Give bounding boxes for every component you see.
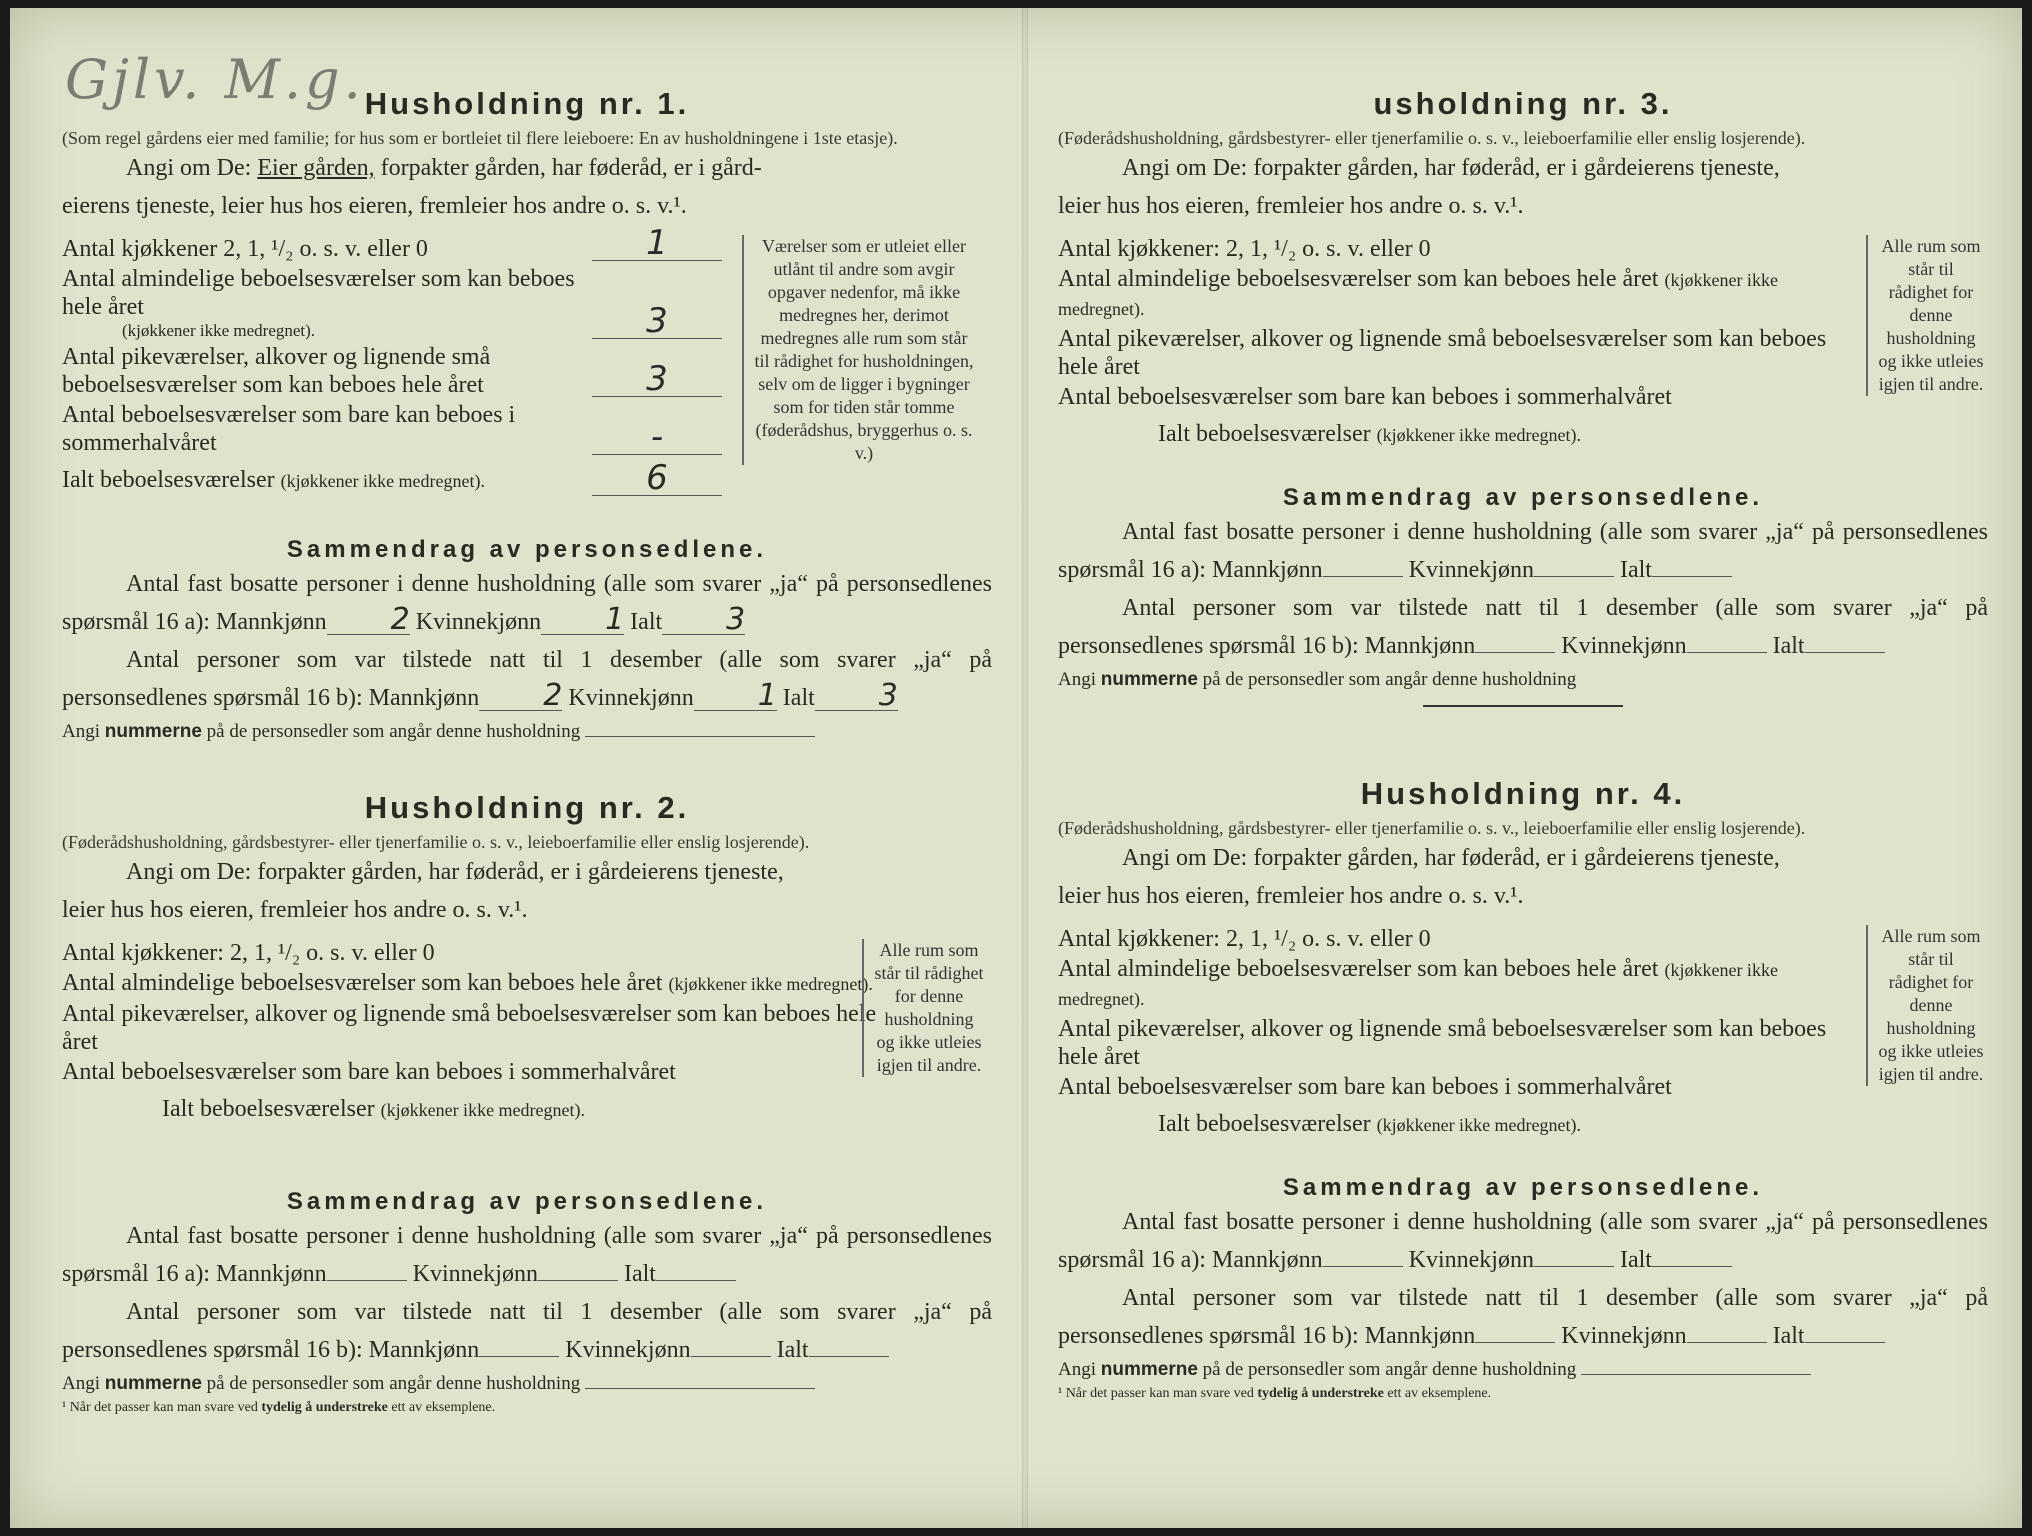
household-3-title: usholdning nr. 3.	[1373, 86, 1673, 121]
ialt-label: Ialt	[1772, 1323, 1805, 1349]
mann-label: Mannkjønn	[215, 1261, 327, 1287]
b-kvinne-blank	[691, 1336, 771, 1357]
household-1	[62, 86, 992, 747]
numbers-post: på de personsedler som angår denne husholdning	[206, 721, 581, 742]
rooms-a-row	[1058, 265, 1858, 323]
a-mann-blank	[1323, 1246, 1403, 1267]
household-3-angi-line1	[1058, 149, 1988, 187]
rooms-b-row: Antal pikeværelser, alkover og lignende små beboelsesværelser som kan beboes hele året	[62, 1001, 877, 1055]
ialt-label: Ialt	[1619, 557, 1652, 583]
kvinne-label: Kvinnekjønn	[415, 609, 542, 635]
household-3-summary-b	[1058, 589, 1988, 665]
total-sub: (kjøkkener ikke medregnet).	[1376, 425, 1582, 445]
household-3-numbers-line	[1058, 665, 1988, 695]
mann-label: Mannkjønn	[1364, 633, 1476, 659]
household-2-room-grid	[62, 939, 992, 1177]
angi-options: forpakter gården, har føderåd, er i gård-	[380, 155, 762, 181]
rooms-a-label: Antal almindelige beboelsesværelser som kan beboes hele året	[62, 266, 575, 320]
ialt-label: Ialt	[630, 609, 663, 635]
a-ialt-blank	[656, 1260, 736, 1281]
handwritten-annotation: Gjlv. M.g.	[65, 48, 365, 111]
household-2-title: Husholdning nr. 2.	[364, 790, 690, 825]
a-ialt-blank	[1652, 556, 1732, 577]
total-label: Ialt beboelsesværelser	[162, 1096, 375, 1122]
angi-options: forpakter gården, har føderåd, er i gårdeierens tjeneste,	[257, 859, 784, 885]
rooms-a-label: Antal almindelige beboelsesværelser som kan beboes hele året	[62, 970, 663, 996]
household-1-title: Husholdning nr. 1.	[364, 86, 690, 121]
household-4-summary-a	[1058, 1203, 1988, 1279]
household-3-summary-a	[1058, 513, 1988, 589]
angi-options: forpakter gården, har føderåd, er i gårdeierens tjeneste,	[1253, 155, 1780, 181]
rooms-a-answer: 3	[592, 304, 722, 339]
household-4-summary-title: Sammendrag av personsedlene.	[1282, 1174, 1764, 1201]
rooms-a-label: Antal almindelige beboelsesværelser som kan beboes hele året	[1058, 266, 1659, 292]
a-kvinne-blank	[538, 1260, 618, 1281]
household-1-summary-title: Sammendrag av personsedlene.	[286, 536, 768, 563]
angi-options: forpakter gården, har føderåd, er i gårdeierens tjeneste,	[1253, 845, 1780, 871]
numbers-post: på de personsedler som angår denne husholdning	[1202, 1359, 1577, 1380]
household-4-room-grid	[1058, 925, 1988, 1163]
total-label: Ialt beboelsesværelser	[1158, 421, 1371, 447]
rooms-c-label: Antal beboelsesværelser som bare kan beboes i sommerhalvåret	[62, 402, 516, 456]
b-mann-answer: 2	[479, 682, 562, 711]
numbers-post: på de personsedler som angår denne husholdning	[1202, 669, 1577, 690]
footnote-right	[1058, 1385, 1988, 1403]
room-rows	[62, 939, 882, 1127]
ialt-label: Ialt	[782, 685, 815, 711]
kvinne-label: Kvinnekjønn	[568, 685, 694, 711]
total-row	[62, 1092, 822, 1127]
rooms-b-row: Antal pikeværelser, alkover og lignende små beboelsesværelser som kan beboes hele året	[1058, 1016, 1827, 1070]
kvinne-label: Kvinnekjønn	[1561, 1323, 1687, 1349]
rooms-b-answer: 3	[592, 362, 722, 397]
ialt-label: Ialt	[776, 1337, 809, 1363]
household-4-note: (Føderådshusholdning, gårdsbestyrer- eller tjenerfamilie o. s. v., leieboerfamilie eller enslig losjerende).	[1058, 818, 1806, 838]
numbers-pre: Angi	[62, 721, 100, 742]
total-answer: 6	[592, 461, 722, 496]
numbers-bold: nummerne	[104, 721, 202, 742]
angi-underlined-answer: Eier gården,	[257, 155, 375, 181]
household-4-angi-line1	[1058, 839, 1988, 877]
kvinne-label: Kvinnekjønn	[1408, 557, 1534, 583]
rooms-c-row: Antal beboelsesværelser som bare kan beboes i sommerhalvåret	[62, 1059, 676, 1085]
household-1-summary-b	[62, 641, 992, 717]
household-2-side-note: Alle rum som står til rådighet for denne husholdning og ikke utleies igjen til andre.	[862, 939, 984, 1077]
numbers-bold: nummerne	[104, 1373, 202, 1394]
household-2-numbers-line	[62, 1369, 992, 1399]
b-kvinne-blank	[1687, 1322, 1767, 1343]
household-2-angi-line1	[62, 853, 992, 891]
summary-b-text: Antal personer som var tilstede natt til 1 desember (alle som svarer „ja“ på personsedlenes spørsmål 16 b):	[1058, 1285, 1988, 1349]
angi-label: Angi om De:	[126, 859, 252, 885]
household-4-summary-b	[1058, 1279, 1988, 1355]
kitchens-row: Antal kjøkkener: 2, 1, ¹/₂ o. s. v. eller 0	[1058, 926, 1431, 952]
section-divider	[1423, 705, 1623, 707]
right-column	[1058, 8, 1988, 1528]
a-ialt-answer: 3	[662, 606, 745, 635]
census-sheet	[10, 8, 2022, 1528]
footnote-pre: ¹ Når det passer kan man svare ved	[1058, 1386, 1254, 1401]
rooms-c-row: Antal beboelsesværelser som bare kan beboes i sommerhalvåret	[1058, 1074, 1672, 1100]
household-4-numbers-line	[1058, 1355, 1988, 1385]
total-row	[1058, 417, 1818, 452]
kitchens-row: Antal kjøkkener: 2, 1, ¹/₂ o. s. v. eller 0	[62, 940, 435, 966]
kvinne-label: Kvinnekjønn	[1561, 633, 1687, 659]
household-2-summary-b	[62, 1293, 992, 1369]
household-1-side-note: Værelser som er utleiet eller utlånt til andre som avgir opgaver nedenfor, må ikke medregnes her, derimot medregnes alle rum som står til rådighet for husholdningen, selv om de ligger i bygninger som for tiden står tomme (føderådshus, bryggerhus o. s. v.)	[742, 235, 974, 465]
footnote-left	[62, 1399, 992, 1417]
footnote-bold: tydelig å understreke	[261, 1400, 388, 1415]
numbers-bold: nummerne	[1100, 669, 1198, 690]
household-2-summary-a	[62, 1217, 992, 1293]
footnote-post: ett av eksemplene.	[1387, 1386, 1492, 1401]
kvinne-label: Kvinnekjønn	[565, 1337, 691, 1363]
summary-b-text: Antal personer som var tilstede natt til 1 desember (alle som svarer „ja“ på personsedlenes spørsmål 16 b):	[62, 1299, 992, 1363]
b-mann-blank	[1475, 1322, 1555, 1343]
rooms-b-label: Antal pikeværelser, alkover og lignende små beboelsesværelser som kan beboes hele året	[62, 344, 491, 398]
rooms-a-sub: (kjøkkener ikke medregnet).	[1058, 270, 1778, 319]
b-mann-blank	[1475, 632, 1555, 653]
footnote-bold: tydelig å understreke	[1257, 1386, 1384, 1401]
household-4-side-note: Alle rum som står til rådighet for denne husholdning og ikke utleies igjen til andre.	[1866, 925, 1984, 1086]
household-3-angi-line2: leier hus hos eieren, fremleier hos andre o. s. v.¹.	[1058, 193, 1524, 219]
a-mann-blank	[1323, 556, 1403, 577]
numbers-pre: Angi	[1058, 669, 1096, 690]
page-fold	[1022, 8, 1028, 1528]
a-kvinne-blank	[1534, 556, 1614, 577]
b-mann-blank	[479, 1336, 559, 1357]
a-mann-blank	[327, 1260, 407, 1281]
household-1-note: (Som regel gårdens eier med familie; for hus som er bortleiet til flere leieboere: En av husholdningene i 1ste etasje).	[62, 128, 898, 148]
b-ialt-blank	[809, 1336, 889, 1357]
total-sub: (kjøkkener ikke medregnet).	[1376, 1115, 1582, 1135]
kitchens-answer: 1	[592, 226, 722, 261]
kvinne-label: Kvinnekjønn	[1408, 1247, 1534, 1273]
rooms-a-label: Antal almindelige beboelsesværelser som kan beboes hele året	[1058, 956, 1659, 982]
room-rows	[1058, 925, 1858, 1142]
rooms-a-row	[62, 969, 882, 998]
kvinne-label: Kvinnekjønn	[412, 1261, 538, 1287]
numbers-pre: Angi	[1058, 1359, 1096, 1380]
summary-a-text: Antal fast bosatte personer i denne husholdning (alle som svarer „ja“ på personsedlenes spørsmål 16 a):	[1058, 519, 1988, 583]
numbers-blank	[585, 718, 815, 737]
household-4-title: Husholdning nr. 4.	[1360, 776, 1686, 811]
total-row	[1058, 1107, 1818, 1142]
mann-label: Mannkjønn	[1211, 1247, 1323, 1273]
mann-label: Mannkjønn	[215, 609, 327, 635]
numbers-blank	[1581, 1356, 1811, 1375]
total-sub: (kjøkkener ikke medregnet).	[380, 1100, 586, 1120]
left-column	[62, 8, 992, 1528]
angi-label: Angi om De:	[1122, 845, 1248, 871]
household-1-angi-line2: eierens tjeneste, leier hus hos eieren, fremleier hos andre o. s. v.¹.	[62, 193, 687, 219]
footnote-pre: ¹ Når det passer kan man svare ved	[62, 1400, 258, 1415]
kitchens-row: Antal kjøkkener: 2, 1, ¹/₂ o. s. v. eller 0	[1058, 236, 1431, 262]
total-row	[62, 458, 722, 498]
rooms-a-row	[62, 265, 722, 341]
a-mann-answer: 2	[327, 606, 410, 635]
angi-label: Angi om De:	[1122, 155, 1248, 181]
household-3	[1058, 86, 1988, 707]
a-kvinne-blank	[1534, 1246, 1614, 1267]
rooms-a-sub: (kjøkkener ikke medregnet).	[1058, 960, 1778, 1009]
household-3-summary-title: Sammendrag av personsedlene.	[1282, 484, 1764, 511]
mann-label: Mannkjønn	[1364, 1323, 1476, 1349]
mann-label: Mannkjønn	[1211, 557, 1323, 583]
rooms-a-row	[1058, 955, 1858, 1013]
household-2-summary-title: Sammendrag av personsedlene.	[286, 1188, 768, 1215]
household-4	[1058, 776, 1988, 1403]
rooms-b-row	[62, 343, 722, 399]
kitchens-label: Antal kjøkkener 2, 1, ¹/₂ o. s. v. eller 0	[62, 236, 428, 262]
rooms-b-row: Antal pikeværelser, alkover og lignende små beboelsesværelser som kan beboes hele året	[1058, 326, 1827, 380]
numbers-blank	[585, 1370, 815, 1389]
household-2-note: (Føderådshusholdning, gårdsbestyrer- eller tjenerfamilie o. s. v., leieboerfamilie eller enslig losjerende).	[62, 832, 810, 852]
total-label: Ialt beboelsesværelser	[62, 467, 275, 493]
footnote-post: ett av eksemplene.	[391, 1400, 496, 1415]
household-2	[62, 790, 992, 1417]
household-2-angi-line2: leier hus hos eieren, fremleier hos andre o. s. v.¹.	[62, 897, 528, 923]
rooms-c-row: Antal beboelsesværelser som bare kan beboes i sommerhalvåret	[1058, 384, 1672, 410]
summary-a-text: Antal fast bosatte personer i denne husholdning (alle som svarer „ja“ på personsedlenes spørsmål 16 a):	[62, 571, 992, 635]
summary-a-text: Antal fast bosatte personer i denne husholdning (alle som svarer „ja“ på personsedlenes spørsmål 16 a):	[1058, 1209, 1988, 1273]
b-ialt-blank	[1805, 632, 1885, 653]
a-ialt-blank	[1652, 1246, 1732, 1267]
a-kvinne-answer: 1	[541, 606, 624, 635]
mann-label: Mannkjønn	[368, 685, 480, 711]
kitchens-row	[62, 223, 722, 263]
rooms-c-row	[62, 401, 722, 457]
ialt-label: Ialt	[1772, 633, 1805, 659]
ialt-label: Ialt	[623, 1261, 656, 1287]
household-4-angi-line2: leier hus hos eieren, fremleier hos andre o. s. v.¹.	[1058, 883, 1524, 909]
household-3-room-grid	[1058, 235, 1988, 473]
b-kvinne-answer: 1	[694, 682, 777, 711]
numbers-bold: nummerne	[1100, 1359, 1198, 1380]
household-1-summary-a	[62, 565, 992, 641]
rooms-a-sub: (kjøkkener ikke medregnet).	[668, 974, 873, 994]
room-rows	[62, 223, 722, 498]
household-1-room-grid	[62, 223, 992, 525]
summary-b-text: Antal personer som var tilstede natt til 1 desember (alle som svarer „ja“ på personsedlenes spørsmål 16 b):	[62, 647, 992, 711]
household-3-side-note: Alle rum som står til rådighet for denne husholdning og ikke utleies igjen til andre.	[1866, 235, 1984, 396]
b-ialt-blank	[1805, 1322, 1885, 1343]
mann-label: Mannkjønn	[368, 1337, 480, 1363]
room-rows	[1058, 235, 1858, 452]
b-kvinne-blank	[1687, 632, 1767, 653]
household-3-note: (Føderådshusholdning, gårdsbestyrer- eller tjenerfamilie o. s. v., leieboerfamilie eller enslig losjerende).	[1058, 128, 1806, 148]
summary-b-text: Antal personer som var tilstede natt til 1 desember (alle som svarer „ja“ på personsedlenes spørsmål 16 b):	[1058, 595, 1988, 659]
rooms-c-answer: -	[592, 420, 722, 455]
angi-label: Angi om De:	[126, 155, 252, 181]
household-1-angi-line1	[62, 149, 992, 187]
total-label: Ialt beboelsesværelser	[1158, 1111, 1371, 1137]
rooms-a-sub: (kjøkkener ikke medregnet).	[122, 321, 316, 340]
b-ialt-answer: 3	[815, 682, 898, 711]
summary-a-text: Antal fast bosatte personer i denne husholdning (alle som svarer „ja“ på personsedlenes spørsmål 16 a):	[62, 1223, 992, 1287]
numbers-pre: Angi	[62, 1373, 100, 1394]
ialt-label: Ialt	[1619, 1247, 1652, 1273]
household-1-numbers-line	[62, 717, 992, 747]
total-sub: (kjøkkener ikke medregnet).	[280, 471, 486, 491]
numbers-post: på de personsedler som angår denne husholdning	[206, 1373, 581, 1394]
